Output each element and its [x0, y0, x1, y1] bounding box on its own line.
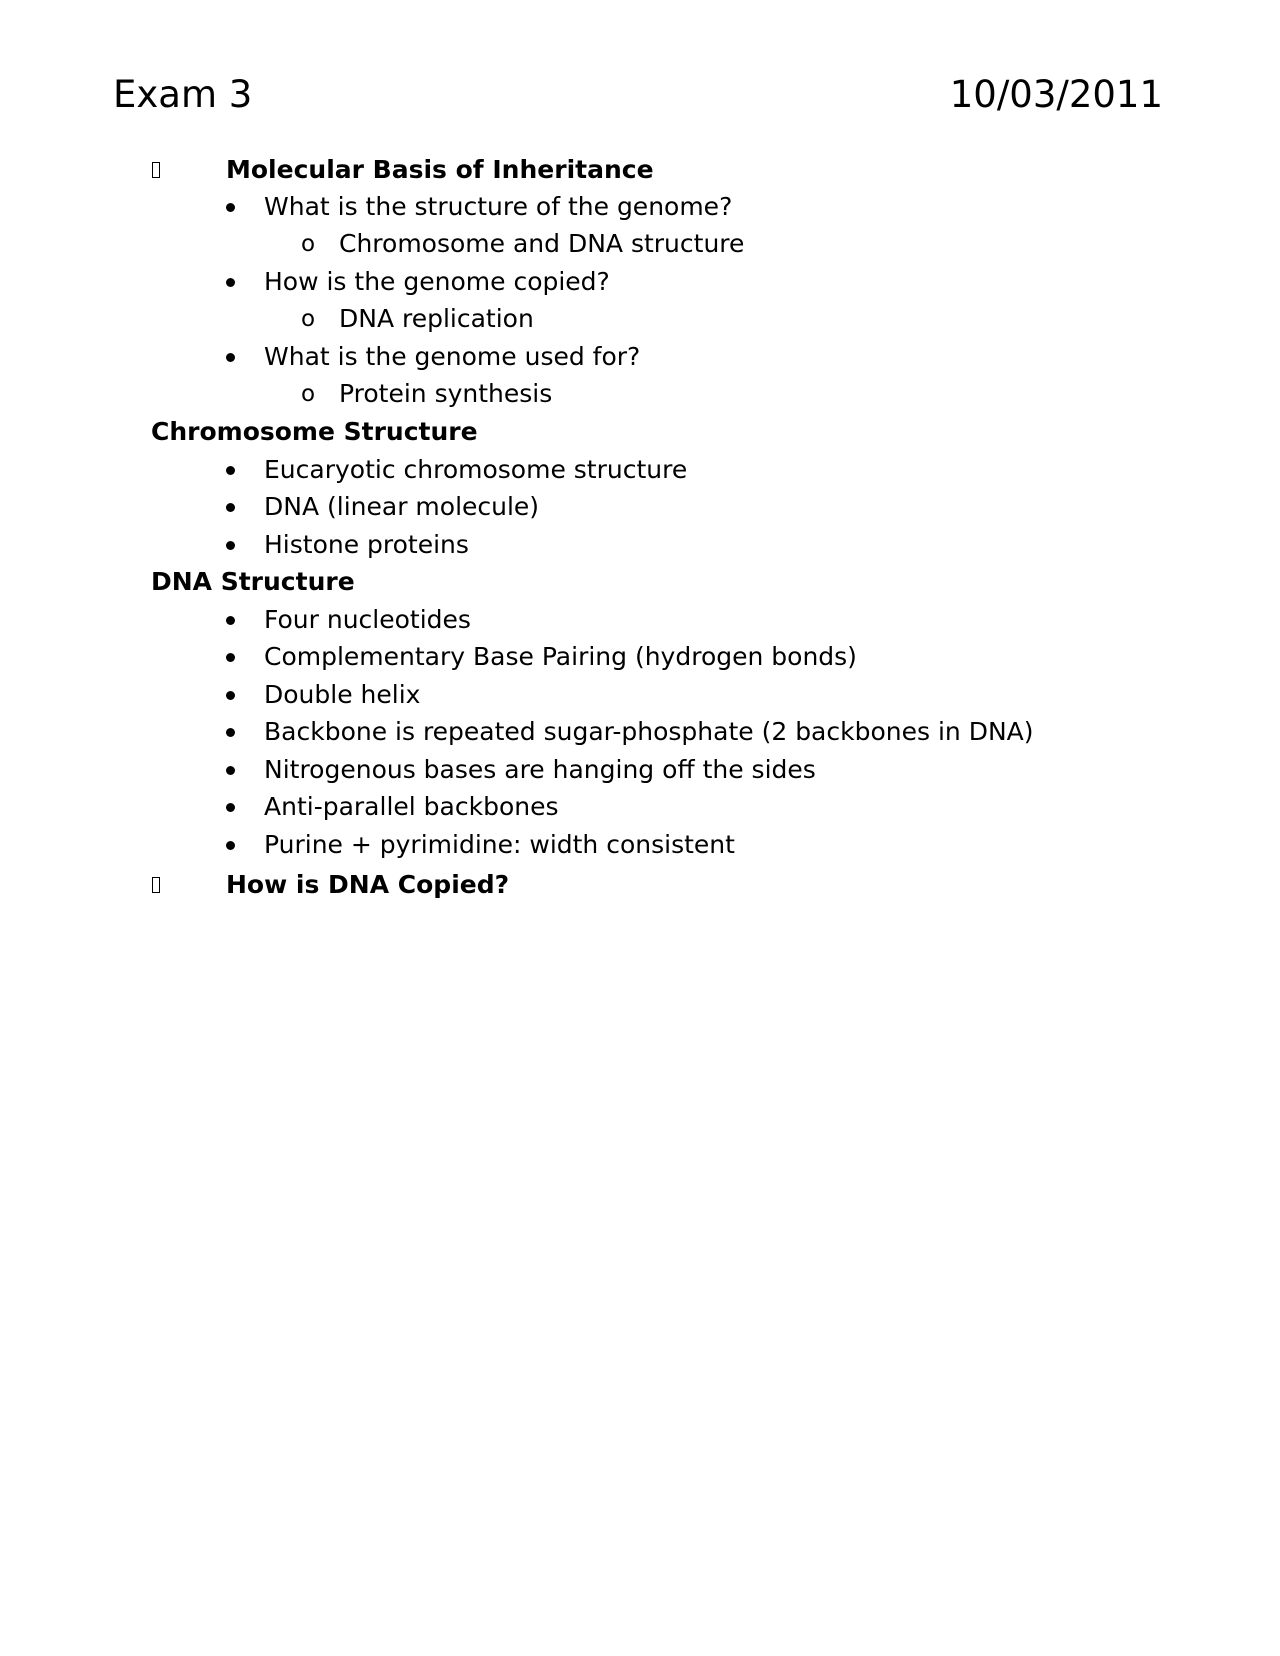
list-item: Protein synthesis: [339, 379, 553, 408]
sub-bullet-icon: o: [301, 381, 316, 407]
bullet-icon: [226, 691, 235, 700]
section-heading-dna: DNA Structure: [151, 567, 355, 596]
bullet-icon: [226, 766, 235, 775]
bullet-icon: [226, 803, 235, 812]
bullet-icon: [226, 466, 235, 475]
list-item: Double helix: [264, 680, 421, 709]
box-bullet-icon: [152, 877, 160, 893]
list-item: Nitrogenous bases are hanging off the sides: [264, 755, 816, 784]
list-item: What is the genome used for?: [264, 342, 641, 371]
bullet-icon: [226, 503, 235, 512]
bullet-icon: [226, 541, 235, 550]
bullet-icon: [226, 353, 235, 362]
page-date: 10/03/2011: [949, 73, 1163, 116]
list-item: Purine + pyrimidine: width consistent: [264, 830, 735, 859]
page-title: Exam 3: [113, 73, 253, 116]
list-item: DNA (linear molecule): [264, 492, 540, 521]
bullet-icon: [226, 728, 235, 737]
box-bullet-icon: [152, 162, 160, 178]
list-item: Complementary Base Pairing (hydrogen bonds): [264, 642, 857, 671]
list-item: Chromosome and DNA structure: [339, 229, 745, 258]
list-item: Four nucleotides: [264, 605, 471, 634]
bullet-icon: [226, 616, 235, 625]
list-item: How is the genome copied?: [264, 267, 610, 296]
list-item: Backbone is repeated sugar-phosphate (2 backbones in DNA): [264, 717, 1034, 746]
list-item: What is the structure of the genome?: [264, 192, 733, 221]
section-heading-molecular: Molecular Basis of Inheritance: [226, 155, 654, 184]
sub-bullet-icon: o: [301, 306, 316, 332]
list-item: Histone proteins: [264, 530, 469, 559]
bullet-icon: [226, 278, 235, 287]
section-heading-chromosome: Chromosome Structure: [151, 417, 478, 446]
list-item: DNA replication: [339, 304, 534, 333]
bullet-icon: [226, 653, 235, 662]
section-heading-copied: How is DNA Copied?: [226, 870, 510, 899]
list-item: Eucaryotic chromosome structure: [264, 455, 688, 484]
list-item: Anti-parallel backbones: [264, 792, 559, 821]
bullet-icon: [226, 203, 235, 212]
bullet-icon: [226, 841, 235, 850]
sub-bullet-icon: o: [301, 231, 316, 257]
